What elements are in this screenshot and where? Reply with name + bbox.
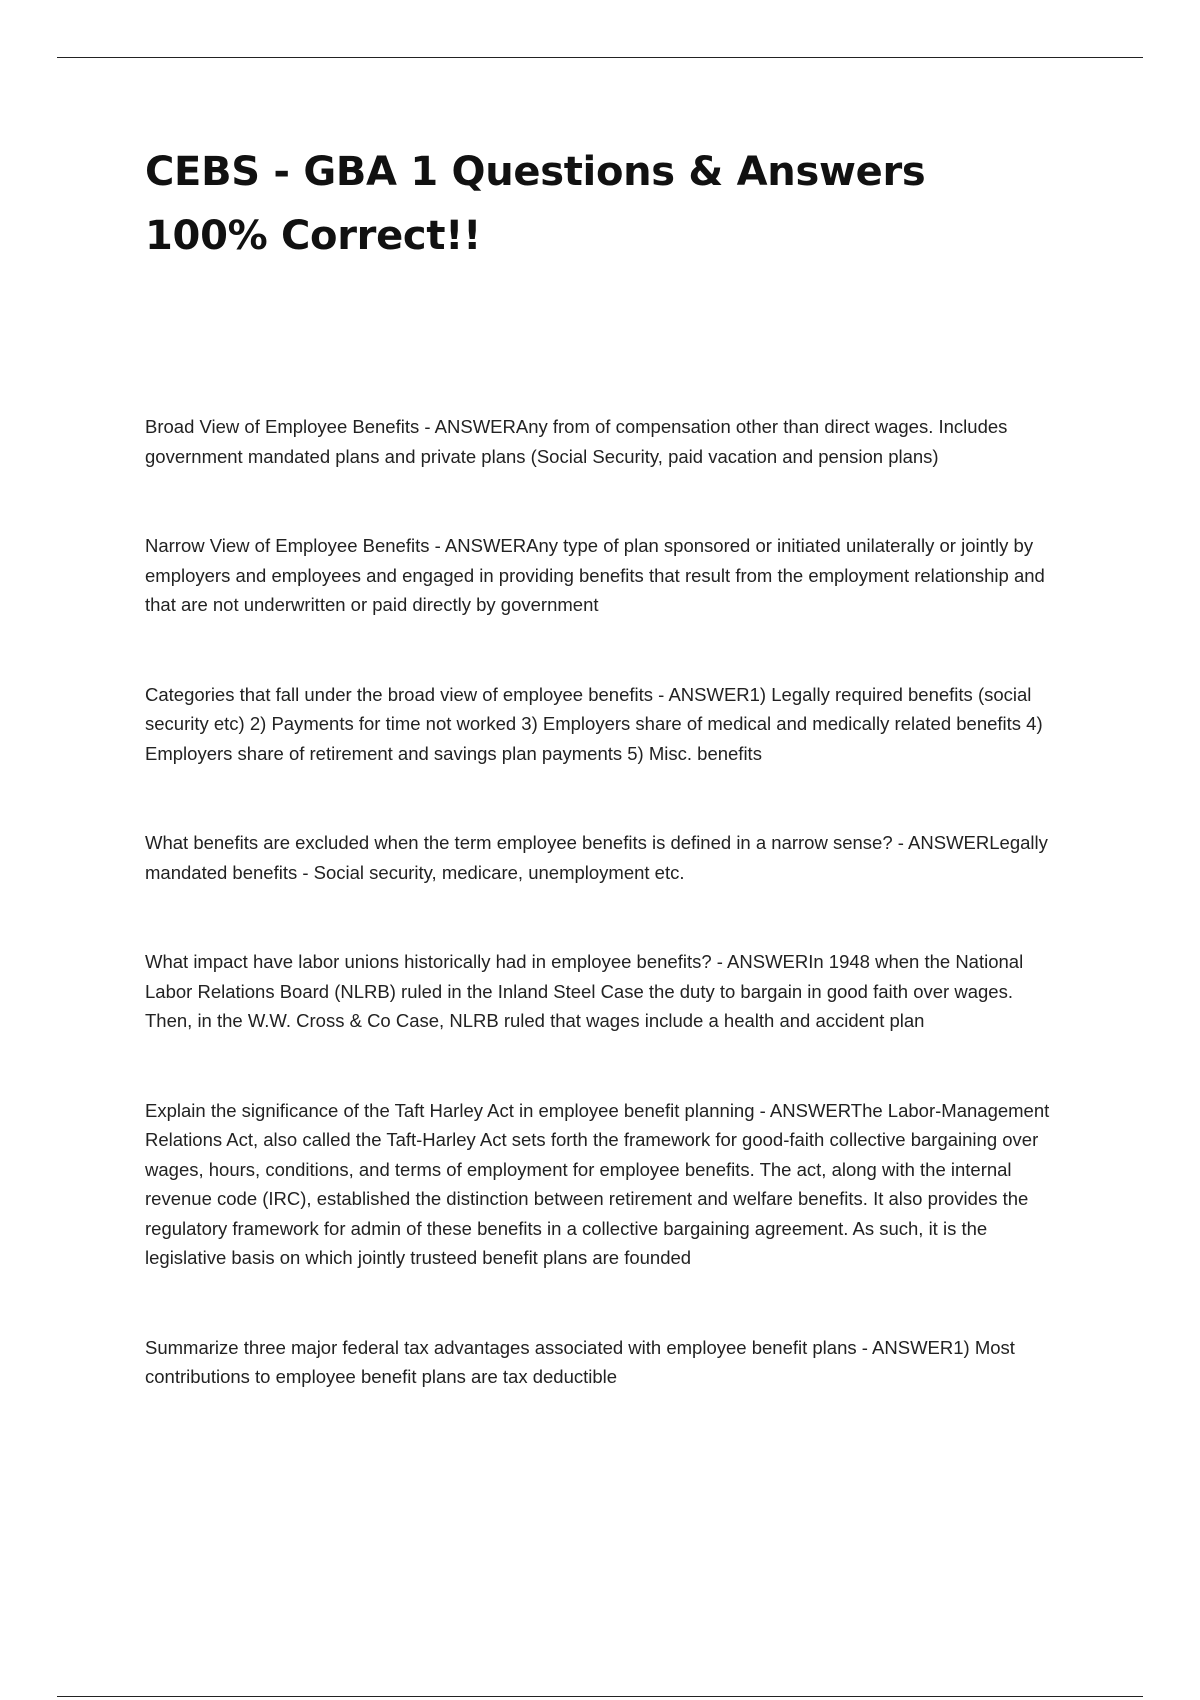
qa-item-narrow-view: Narrow View of Employee Benefits - ANSWERAny type of plan sponsored or initiated unilaterally or jointly by employers and employees and engaged in providing benefits that result from the employment relationship and that are not underwritten or paid directly by government — [145, 535, 1045, 615]
page-title: CEBS - GBA 1 Questions & Answers 100% Correct!! — [145, 149, 926, 259]
qa-item-excluded-benefits: What benefits are excluded when the term employee benefits is defined in a narrow sense? - ANSWERLegally mandated benefits - Social security, medicare, unemployment etc. — [145, 832, 1048, 883]
qa-item-broad-categories: Categories that fall under the broad view of employee benefits - ANSWER1) Legally required benefits (social security etc) 2) Payments for time not worked 3) Employers share of medical and medically related benefits 4) Employers share of retirement and savings plan payments 5) Misc. benefits — [145, 683, 1043, 764]
qa-item-labor-unions: What impact have labor unions historically had in employee benefits? - ANSWERIn 1948 when the National Labor Relations Board (NLRB) ruled in the Inland Steel Case the duty to bargain in good faith over wages. Then, in the W.W. Cross & Co Case, NLRB ruled that wages include a health and accident plan — [145, 951, 1024, 1031]
bottom-divider — [57, 1696, 1143, 1697]
top-divider — [57, 57, 1143, 58]
qa-list — [145, 412, 1060, 1452]
qa-item-taft-harley: Explain the significance of the Taft Harley Act in employee benefit planning - ANSWERThe Labor-Management Relations Act, also called the Taft-Harley Act sets forth the framework for good-faith collective bargaining over wages, hours, conditions, and terms of employment for employee benefits. The act, along with the internal revenue code (IRC), established the distinction between retirement and welfare benefits. It also provides the regulatory framework for admin of these benefits in a collective bargaining agreement. As such, it is the legislative basis on which jointly trusteed benefit plans are founded — [145, 1099, 1050, 1268]
qa-item-broad-view: Broad View of Employee Benefits - ANSWERAny from of compensation other than direct wages. Includes government mandated plans and private plans (Social Security, paid vacation and pension plans) — [145, 416, 1008, 467]
qa-item-tax-advantages: Summarize three major federal tax advantages associated with employee benefit plans - ANSWER1) Most contributions to employee benefit plans are tax deductible — [145, 1336, 1015, 1387]
